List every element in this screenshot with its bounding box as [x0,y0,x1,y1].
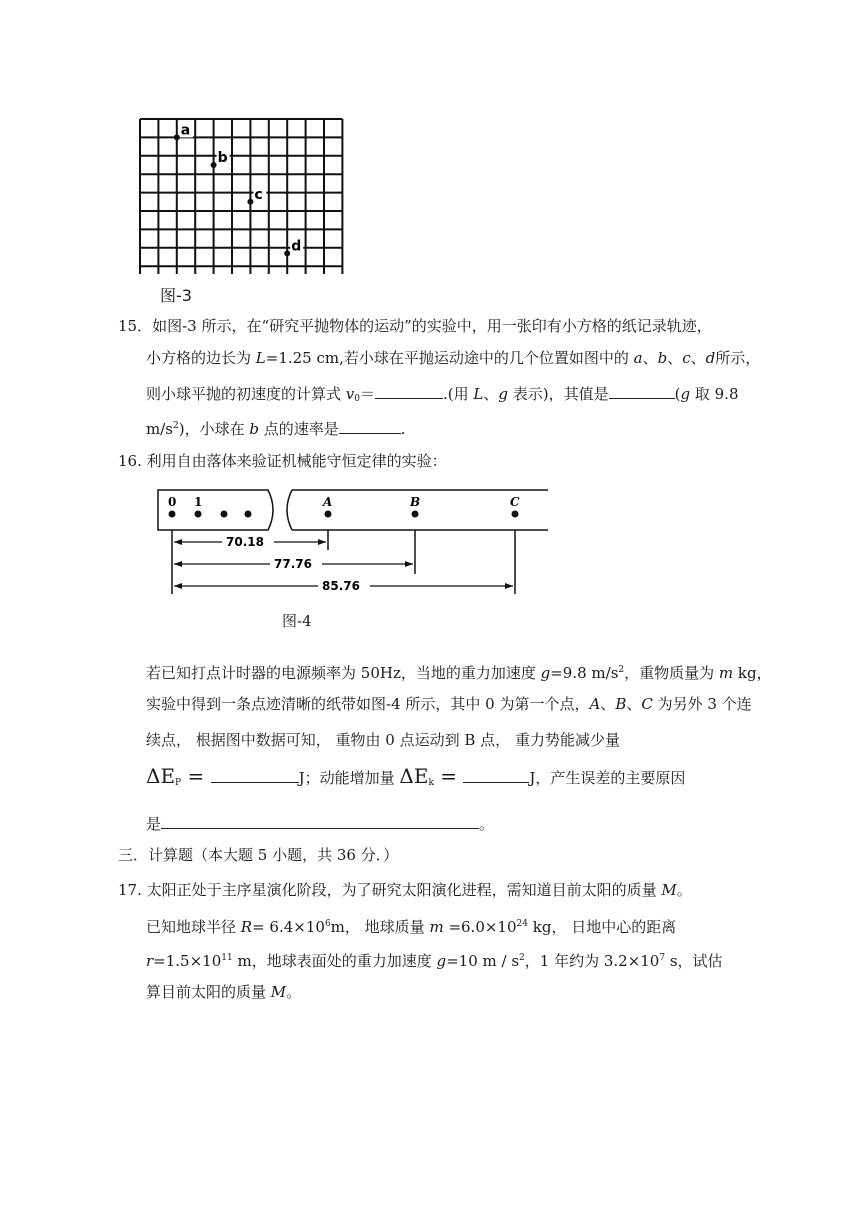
q17-line-3: $r=1.5\times 10^{11}$ m，地球表面处的重力加速度 g=10 m / $s^2$，1 年约为 $3.2\times 10^7$ s，试估 [146,952,723,970]
q16-title: 16. 利用自由落体来验证机械能守恒定律的实验： [118,452,447,470]
q15-line-2: 小方格的边长为 L=1.25 cm,若小球在平抛运动途中的几个位置如图中的 a、b、c、d所示， [146,349,761,367]
q17-line-4: 算目前太阳的质量 M。 [146,983,302,1001]
grid-point-b [211,162,217,168]
distance-label-c: 85.76 [322,579,360,593]
grid-point-label-a: a [180,122,191,139]
grid-point-c [247,199,253,205]
tape-dot-b [412,511,419,518]
figure-4-caption: 图-4 [282,612,312,630]
grid-point-label-c: c [254,186,263,203]
figure-3-caption: 图-3 [160,286,192,305]
answer-blank-delta-ep[interactable] [211,766,299,783]
grid-point-a [174,134,180,140]
q16-para-line-2: 实验中得到一条点迹清晰的纸带如图-4 所示，其中 0 为第一个点，A、B、C 为另外 3 个连 [146,695,752,713]
tape-label-1: 1 [194,495,203,509]
tape-dot-a [325,511,332,518]
figure-3 [128,105,360,305]
grid-point-label-b: b [217,150,228,166]
q17-line-1: 17. 太阳正处于主序星演化阶段，为了研究太阳演化进程，需知道目前太阳的质量 M。 [118,881,692,899]
answer-blank-value[interactable] [609,382,675,399]
distance-label-a: 70.18 [226,535,264,549]
grid-point-d [284,250,290,256]
q15-line-4: $m/s^2$)，小球在 b 点的速率是 . [146,416,406,439]
q16-para-line-4: $\Delta E_P = J$；动能增加量 $\Delta E_k = J$，产生误差的主要原因 [146,764,686,788]
answer-blank-v0[interactable] [375,382,443,399]
paper-tape-figure [150,482,560,600]
tape-label-b: B [410,495,421,509]
distance-label-b: 77.76 [274,557,312,571]
tape-label-a: A [323,495,333,509]
tape-dot-c [512,511,519,518]
grid-figure [128,105,360,280]
tape-dot-1 [195,511,202,518]
answer-blank-error-cause[interactable] [161,812,479,829]
figure-4 [150,482,560,600]
q15-line-1: 15．如图-3 所示，在“研究平抛物体的运动”的实验中，用一张印有小方格的纸记录轨迹， [118,317,712,335]
q16-para-line-5: 是 。 [146,812,494,834]
grid-point-label-d: d [291,238,302,255]
tape-label-0: 0 [168,495,177,509]
tape-dot-0 [169,511,176,518]
q16-para-line-1: 若已知打点计时器的电源频率为 50Hz，当地的重力加速度 g=9.8 $m/s^2$，重物质量为 m kg， [146,664,772,682]
section-3-heading: 三．计算题（本大题 5 小题，共 36 分．） [118,846,399,864]
q17-line-2: 已知地球半径 $R= 6.4\times 10^6m$， 地球质量 $m =6.0\times 10^{24}$ kg， 日地中心的距离 [146,918,677,936]
tape-dot-2 [221,511,228,518]
tape-label-c: C [510,495,520,509]
answer-blank-delta-ek[interactable] [463,766,529,783]
q15-line-3: 则小球平抛的初速度的计算式 $v_0=$ .(用 L、g 表示)，其值是 (g 取 9.8 [146,382,739,409]
answer-blank-speed-b[interactable] [339,417,401,434]
tape-dot-3 [245,511,252,518]
q16-para-line-3: 续点， 根据图中数据可知， 重物由 0 点运动到 B 点， 重力势能减少量 [146,731,620,749]
